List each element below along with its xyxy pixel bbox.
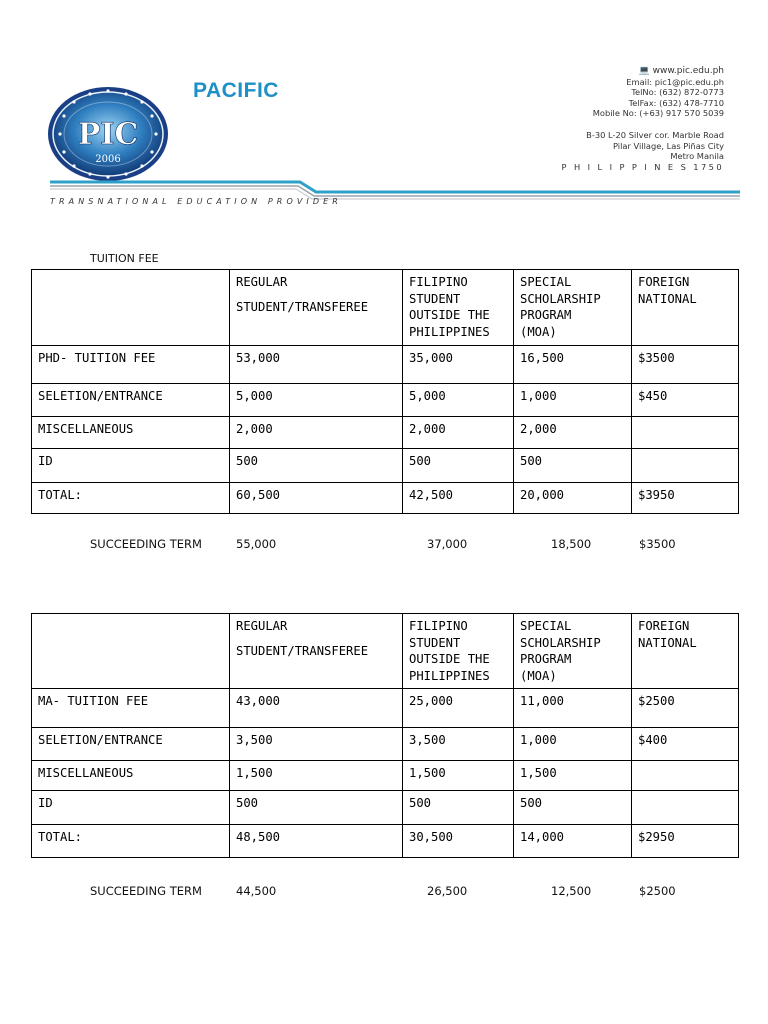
succeeding-filipino: 37,000 bbox=[427, 537, 468, 551]
cell-filipino: 35,000 bbox=[403, 346, 514, 384]
cell-special: 2,000 bbox=[514, 417, 632, 449]
cell-regular: 53,000 bbox=[230, 346, 403, 384]
cell-foreign: $2950 bbox=[632, 825, 739, 858]
cell-special: 14,000 bbox=[514, 825, 632, 858]
monitor-icon: 💻 bbox=[638, 66, 650, 76]
address-line-2: Pilar Village, Las Piñas City bbox=[612, 140, 724, 151]
row-label: MISCELLANEOUS bbox=[32, 417, 230, 449]
cell-special: 1,500 bbox=[514, 761, 632, 791]
header-special: SPECIAL SCHOLARSHIP PROGRAM (MOA) bbox=[514, 270, 632, 346]
row-label: MA- TUITION FEE bbox=[32, 689, 230, 728]
cell-filipino: 5,000 bbox=[403, 384, 514, 417]
cell-foreign: $2500 bbox=[632, 689, 739, 728]
table-row-total bbox=[32, 825, 739, 858]
header-foreign: FOREIGN NATIONAL bbox=[632, 270, 739, 346]
website-line bbox=[562, 66, 724, 77]
cell-foreign: $450 bbox=[632, 384, 739, 417]
cell-regular: 43,000 bbox=[230, 689, 403, 728]
mobile-no: Mobile No: (+63) 917 570 5039 bbox=[592, 108, 724, 119]
succeeding-filipino: 26,500 bbox=[427, 884, 468, 898]
row-label: MISCELLANEOUS bbox=[32, 761, 230, 791]
cell-filipino: 500 bbox=[403, 449, 514, 483]
header-special: SPECIAL SCHOLARSHIP PROGRAM (MOA) bbox=[514, 614, 632, 689]
header-filipino: FILIPINO STUDENT OUTSIDE THE PHILIPPINES bbox=[403, 614, 514, 689]
cell-special: 11,000 bbox=[514, 689, 632, 728]
cell-special: 16,500 bbox=[514, 346, 632, 384]
row-label: TOTAL: bbox=[32, 483, 230, 514]
cell-regular: 500 bbox=[230, 791, 403, 825]
brand-name: PACIFIC bbox=[193, 79, 279, 102]
table-row bbox=[32, 689, 739, 728]
header-cell-empty bbox=[32, 614, 230, 689]
cell-regular: 1,500 bbox=[230, 761, 403, 791]
cell-special: 500 bbox=[514, 791, 632, 825]
table-row bbox=[32, 449, 739, 483]
row-label: TOTAL: bbox=[32, 825, 230, 858]
logo-text: PIC bbox=[77, 117, 139, 152]
table-row bbox=[32, 384, 739, 417]
cell-regular: 48,500 bbox=[230, 825, 403, 858]
cell-regular: 2,000 bbox=[230, 417, 403, 449]
email: Email: pic1@pic.edu.ph bbox=[626, 76, 724, 87]
cell-regular: 5,000 bbox=[230, 384, 403, 417]
row-label: SELETION/ENTRANCE bbox=[32, 728, 230, 761]
website: www.pic.edu.ph bbox=[652, 66, 724, 76]
address-line-3: Metro Manila bbox=[670, 151, 724, 162]
cell-foreign bbox=[632, 791, 739, 825]
succeeding-special: 12,500 bbox=[551, 884, 592, 898]
table-row bbox=[32, 346, 739, 384]
succeeding-foreign: $2500 bbox=[639, 884, 676, 898]
cell-filipino: 500 bbox=[403, 791, 514, 825]
row-label: ID bbox=[32, 791, 230, 825]
table-header-row bbox=[32, 270, 739, 346]
cell-foreign: $3950 bbox=[632, 483, 739, 514]
contact-block bbox=[562, 66, 724, 172]
cell-regular: 3,500 bbox=[230, 728, 403, 761]
table-row bbox=[32, 761, 739, 791]
succeeding-term-label: SUCCEEDING TERM bbox=[90, 884, 202, 898]
cell-foreign bbox=[632, 417, 739, 449]
cell-special: 1,000 bbox=[514, 728, 632, 761]
tel-no: TelNo: (632) 872-0773 bbox=[631, 87, 724, 98]
table-row bbox=[32, 728, 739, 761]
cell-foreign: $400 bbox=[632, 728, 739, 761]
succeeding-special: 18,500 bbox=[551, 537, 592, 551]
address-line-4: P H I L I P P I N E S 1750 bbox=[561, 161, 724, 172]
tuition-fee-label: TUITION FEE bbox=[90, 252, 159, 265]
address-line-1: B-30 L-20 Silver cor. Marble Road bbox=[586, 129, 724, 140]
cell-special: 20,000 bbox=[514, 483, 632, 514]
row-label: SELETION/ENTRANCE bbox=[32, 384, 230, 417]
cell-filipino: 3,500 bbox=[403, 728, 514, 761]
cell-filipino: 1,500 bbox=[403, 761, 514, 791]
logo-year: 2006 bbox=[95, 154, 121, 165]
header-regular: REGULAR STUDENT/TRANSFEREE bbox=[230, 614, 403, 689]
cell-special: 1,000 bbox=[514, 384, 632, 417]
cell-regular: 500 bbox=[230, 449, 403, 483]
row-label: PHD- TUITION FEE bbox=[32, 346, 230, 384]
succeeding-regular: 55,000 bbox=[236, 537, 277, 551]
ma-fee-table bbox=[31, 613, 739, 858]
pic-logo bbox=[46, 84, 170, 184]
cell-regular: 60,500 bbox=[230, 483, 403, 514]
cell-filipino: 25,000 bbox=[403, 689, 514, 728]
tagline: TRANSNATIONAL EDUCATION PROVIDER bbox=[50, 197, 342, 206]
succeeding-term-label: SUCCEEDING TERM bbox=[90, 537, 202, 551]
row-label: ID bbox=[32, 449, 230, 483]
header-cell-empty bbox=[32, 270, 230, 346]
cell-foreign bbox=[632, 449, 739, 483]
header-filipino: FILIPINO STUDENT OUTSIDE THE PHILIPPINES bbox=[403, 270, 514, 346]
table-row bbox=[32, 791, 739, 825]
header-regular: REGULAR STUDENT/TRANSFEREE bbox=[230, 270, 403, 346]
tel-fax: TelFax: (632) 478-7710 bbox=[628, 97, 724, 108]
header-foreign: FOREIGN NATIONAL bbox=[632, 614, 739, 689]
succeeding-foreign: $3500 bbox=[639, 537, 676, 551]
table-header-row bbox=[32, 614, 739, 689]
succeeding-regular: 44,500 bbox=[236, 884, 277, 898]
table-row bbox=[32, 417, 739, 449]
cell-special: 500 bbox=[514, 449, 632, 483]
cell-foreign bbox=[632, 761, 739, 791]
cell-filipino: 42,500 bbox=[403, 483, 514, 514]
cell-filipino: 2,000 bbox=[403, 417, 514, 449]
cell-foreign: $3500 bbox=[632, 346, 739, 384]
phd-fee-table bbox=[31, 269, 739, 514]
cell-filipino: 30,500 bbox=[403, 825, 514, 858]
table-row-total bbox=[32, 483, 739, 514]
